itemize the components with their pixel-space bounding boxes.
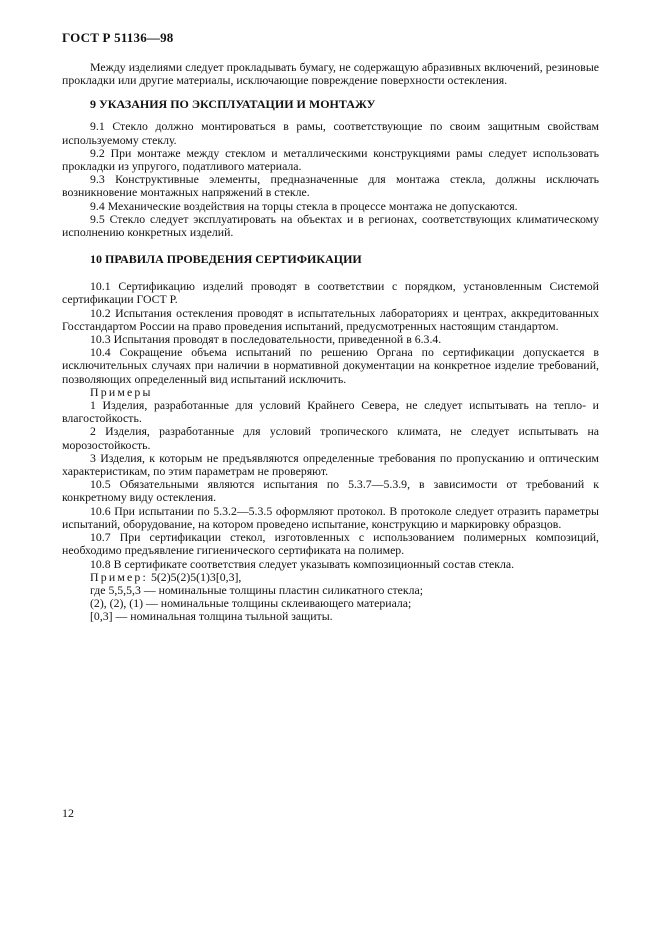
examples-label: Примеры: [90, 384, 153, 399]
legend-line-2: (2), (2), (1) — номинальные толщины склеивающего материала;: [90, 596, 412, 611]
paragraph-10-7: 10.7 При сертификации стекол, изготовленных с использованием полимерных композиций, необходимо предъявление гигиенического сертификата на полимер.: [62, 530, 599, 558]
paragraph-10-2: 10.2 Испытания остекления проводят в испытательных лабораториях и центрах, аккредитованных Госстандартом России на право проведения испытаний, предусмотренных настоящим стандартом.: [62, 305, 599, 333]
legend-line-1: где 5,5,5,3 — номинальные толщины пластин силикатного стекла;: [90, 582, 424, 597]
paragraph-10-5: 10.5 Обязательными являются испытания по 5.3.7—5.3.9, в зависимости от требований к конкретному виду остекления.: [62, 477, 599, 505]
paragraph-10-3: 10.3 Испытания проводят в последовательности, приведенной в 6.3.4.: [90, 332, 442, 347]
paragraph-9-3: 9.3 Конструктивные элементы, предназначенные для монтажа стекла, должны исключать возникновение монтажных напряжений в стекле.: [62, 172, 599, 200]
page-body: [62, 61, 599, 624]
paragraph-9-5: 9.5 Стекло следует эксплуатировать на объектах и в регионах, соответствующих климатическому исполнению конкретных изделий.: [62, 211, 599, 240]
example-2: 2 Изделия, разработанные для условий тропического климата, не следует испытывать на морозостойкость.: [62, 424, 599, 452]
example-label: Пример:: [90, 569, 149, 584]
paragraph-10-1: 10.1 Сертификацию изделий проводят в соответствии с порядком, установленным Системой сертификации ГОСТ Р.: [62, 279, 599, 307]
paragraph-9-2: 9.2 При монтаже между стеклом и металлическими конструкциями рамы следует использовать прокладки из упругого, податливого материала.: [62, 145, 599, 174]
paragraph-9-4: 9.4 Механические воздействия на торцы стекла в процессе монтажа не допускаются.: [90, 198, 518, 213]
example-formula: 5(2)5(2)5(1)3[0,3],: [148, 569, 242, 584]
paragraph-9-1: 9.1 Стекло должно монтироваться в рамы, соответствующие по своим защитным свойствам используемому стеклу.: [62, 119, 599, 147]
legend-line-3: [0,3] — номинальная толщина тыльной защиты.: [90, 609, 333, 624]
example-3: 3 Изделия, к которым не предъявляются определенные требования по пропусканию и оптическим характеристикам, по этим параметрам не проверяют.: [62, 450, 599, 479]
page-number: 12: [62, 806, 74, 820]
section-10-title: 10 ПРАВИЛА ПРОВЕДЕНИЯ СЕРТИФИКАЦИИ: [90, 252, 362, 267]
paragraph-10-4: 10.4 Сокращение объема испытаний по решению Органа по сертификации допускается в исключительных случаях при наличии в нормативной документации на конкретное изделие требований, позволяющих определенный вид испытаний исключить.: [62, 345, 599, 386]
intro-paragraph: Между изделиями следует прокладывать бумагу, не содержащую абразивных включений, резиновые прокладки или другие материалы, исключающие повреждение поверхности остекления.: [62, 60, 599, 88]
example-1: 1 Изделия, разработанные для условий Крайнего Севера, не следует испытывать на тепло- и влагостойкость.: [62, 398, 599, 426]
example-line: [62, 571, 599, 584]
section-9-title: 9 УКАЗАНИЯ ПО ЭКСПЛУАТАЦИИ И МОНТАЖУ: [90, 97, 376, 112]
paragraph-10-8: 10.8 В сертификате соответствия следует указывать композиционный состав стекла.: [90, 556, 515, 571]
document-header: ГОСТ Р 51136—98: [62, 30, 174, 45]
paragraph-10-6: 10.6 При испытании по 5.3.2—5.3.5 оформляют протокол. В протоколе следует отразить параметры испытаний, оборудование, на котором проведено испытание, конструкцию и маркировку образцов.: [62, 503, 599, 531]
